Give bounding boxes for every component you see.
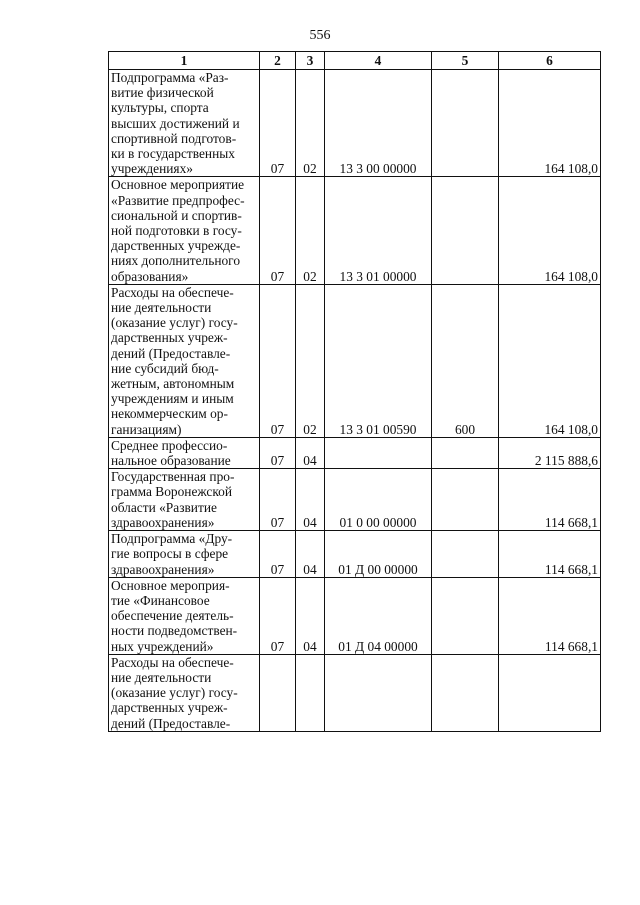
- expense-type-code: [432, 469, 499, 531]
- row-name-line: спортивной подготов-: [111, 130, 237, 146]
- expense-type-code: [432, 177, 499, 284]
- table-row: [109, 284, 601, 437]
- row-name-line: дарственных учреж-: [111, 330, 228, 346]
- row-name: [109, 70, 260, 177]
- row-name-line: Среднее профессио-: [111, 437, 228, 453]
- row-name-line: здравоохранения»: [111, 561, 215, 577]
- row-name-line: Расходы на обеспече-: [111, 654, 234, 670]
- row-name-line: дений (Предоставле-: [111, 715, 231, 731]
- header-cell-5: 5: [432, 52, 499, 70]
- row-name-line: дарственных учрежде-: [111, 238, 241, 254]
- row-name-line: обеспечение деятель-: [111, 608, 234, 624]
- row-name-line: ки в государственных: [111, 146, 235, 162]
- expense-type-code: [432, 654, 499, 731]
- row-name-line: учреждениям и иным: [111, 391, 234, 407]
- subsection-code: 02: [296, 284, 325, 437]
- amount: 114 668,1: [499, 469, 601, 531]
- target-article-code: [325, 437, 432, 468]
- section-code: 07: [260, 437, 296, 468]
- target-article-code: 13 3 00 00000: [325, 70, 432, 177]
- amount: 114 668,1: [499, 531, 601, 578]
- subsection-code: 02: [296, 70, 325, 177]
- row-name-line: здравоохранения»: [111, 514, 215, 530]
- section-code: 07: [260, 177, 296, 284]
- amount: 164 108,0: [499, 177, 601, 284]
- expense-type-code: [432, 70, 499, 177]
- amount: 164 108,0: [499, 284, 601, 437]
- row-name-line: учреждениях»: [111, 161, 193, 177]
- row-name-line: ние субсидий бюд-: [111, 360, 219, 376]
- subsection-code: 04: [296, 437, 325, 468]
- row-name-line: (оказание услуг) госу-: [111, 685, 238, 701]
- table-row: [109, 469, 601, 531]
- table-row: [109, 437, 601, 468]
- row-name: [109, 654, 260, 731]
- row-name-line: Расходы на обеспече-: [111, 284, 234, 300]
- row-name: [109, 577, 260, 654]
- row-name-line: некоммерческим ор-: [111, 406, 228, 422]
- target-article-code: 13 3 01 00590: [325, 284, 432, 437]
- row-name-line: жетным, автономным: [111, 376, 235, 392]
- row-name: [109, 437, 260, 468]
- target-article-code: 01 Д 00 00000: [325, 531, 432, 578]
- row-name-line: ной подготовки в госу-: [111, 223, 242, 239]
- section-code: 07: [260, 70, 296, 177]
- row-name-line: грамма Воронежской: [111, 484, 233, 500]
- section-code: [260, 654, 296, 731]
- row-name-line: ных учреждений»: [111, 638, 214, 654]
- amount: 114 668,1: [499, 577, 601, 654]
- row-name-line: образования»: [111, 268, 189, 284]
- header-cell-1: 1: [109, 52, 260, 70]
- row-name-line: Подпрограмма «Раз-: [111, 70, 229, 85]
- row-name-line: витие физической: [111, 85, 214, 101]
- amount: [499, 654, 601, 731]
- table-row: [109, 531, 601, 578]
- row-name: [109, 531, 260, 578]
- header-row: [109, 52, 601, 70]
- row-name-line: культуры, спорта: [111, 100, 209, 116]
- row-name-line: «Развитие предпрофес-: [111, 192, 245, 208]
- table-row: [109, 577, 601, 654]
- section-code: 07: [260, 469, 296, 531]
- row-name-line: дарственных учреж-: [111, 700, 228, 716]
- subsection-code: [296, 654, 325, 731]
- table-row: [109, 654, 601, 731]
- header-cell-3: 3: [296, 52, 325, 70]
- row-name-line: Основное мероприя-: [111, 577, 230, 593]
- section-code: 07: [260, 531, 296, 578]
- row-name: [109, 177, 260, 284]
- row-name: [109, 469, 260, 531]
- subsection-code: 04: [296, 577, 325, 654]
- expense-type-code: [432, 437, 499, 468]
- subsection-code: 02: [296, 177, 325, 284]
- target-article-code: [325, 654, 432, 731]
- header-cell-2: 2: [260, 52, 296, 70]
- row-name-line: Государственная про-: [111, 469, 235, 485]
- expense-type-code: [432, 531, 499, 578]
- table-row: [109, 177, 601, 284]
- page-number: 556: [309, 28, 331, 43]
- amount: 2 115 888,6: [499, 437, 601, 468]
- row-name-line: высших достижений и: [111, 115, 240, 131]
- row-name-line: тие «Финансовое: [111, 592, 210, 608]
- header-cell-4: 4: [325, 52, 432, 70]
- section-code: 07: [260, 577, 296, 654]
- row-name: [109, 284, 260, 437]
- row-name-line: ние деятельности: [111, 669, 212, 685]
- header-cell-6: 6: [499, 52, 601, 70]
- row-name-line: Основное мероприятие: [111, 177, 245, 193]
- row-name-line: Подпрограмма «Дру-: [111, 531, 233, 547]
- section-code: 07: [260, 284, 296, 437]
- expense-type-code: [432, 577, 499, 654]
- subsection-code: 04: [296, 469, 325, 531]
- row-name-line: ности подведомствен-: [111, 623, 238, 639]
- row-name-line: гие вопросы в сфере: [111, 546, 229, 562]
- row-name-line: ние деятельности: [111, 300, 212, 316]
- row-name-line: (оказание услуг) госу-: [111, 315, 238, 331]
- row-name-line: области «Развитие: [111, 499, 217, 515]
- budget-table: [108, 51, 601, 732]
- table-body: [109, 70, 601, 732]
- subsection-code: 04: [296, 531, 325, 578]
- amount: 164 108,0: [499, 70, 601, 177]
- target-article-code: 13 3 01 00000: [325, 177, 432, 284]
- row-name-line: сиональной и спортив-: [111, 207, 242, 223]
- table-row: [109, 70, 601, 177]
- row-name-line: ганизациям): [111, 421, 182, 437]
- row-name-line: ниях дополнительного: [111, 253, 241, 269]
- target-article-code: 01 0 00 00000: [325, 469, 432, 531]
- row-name-line: нальное образование: [111, 453, 231, 469]
- row-name-line: дений (Предоставле-: [111, 345, 231, 361]
- target-article-code: 01 Д 04 00000: [325, 577, 432, 654]
- expense-type-code: 600: [432, 284, 499, 437]
